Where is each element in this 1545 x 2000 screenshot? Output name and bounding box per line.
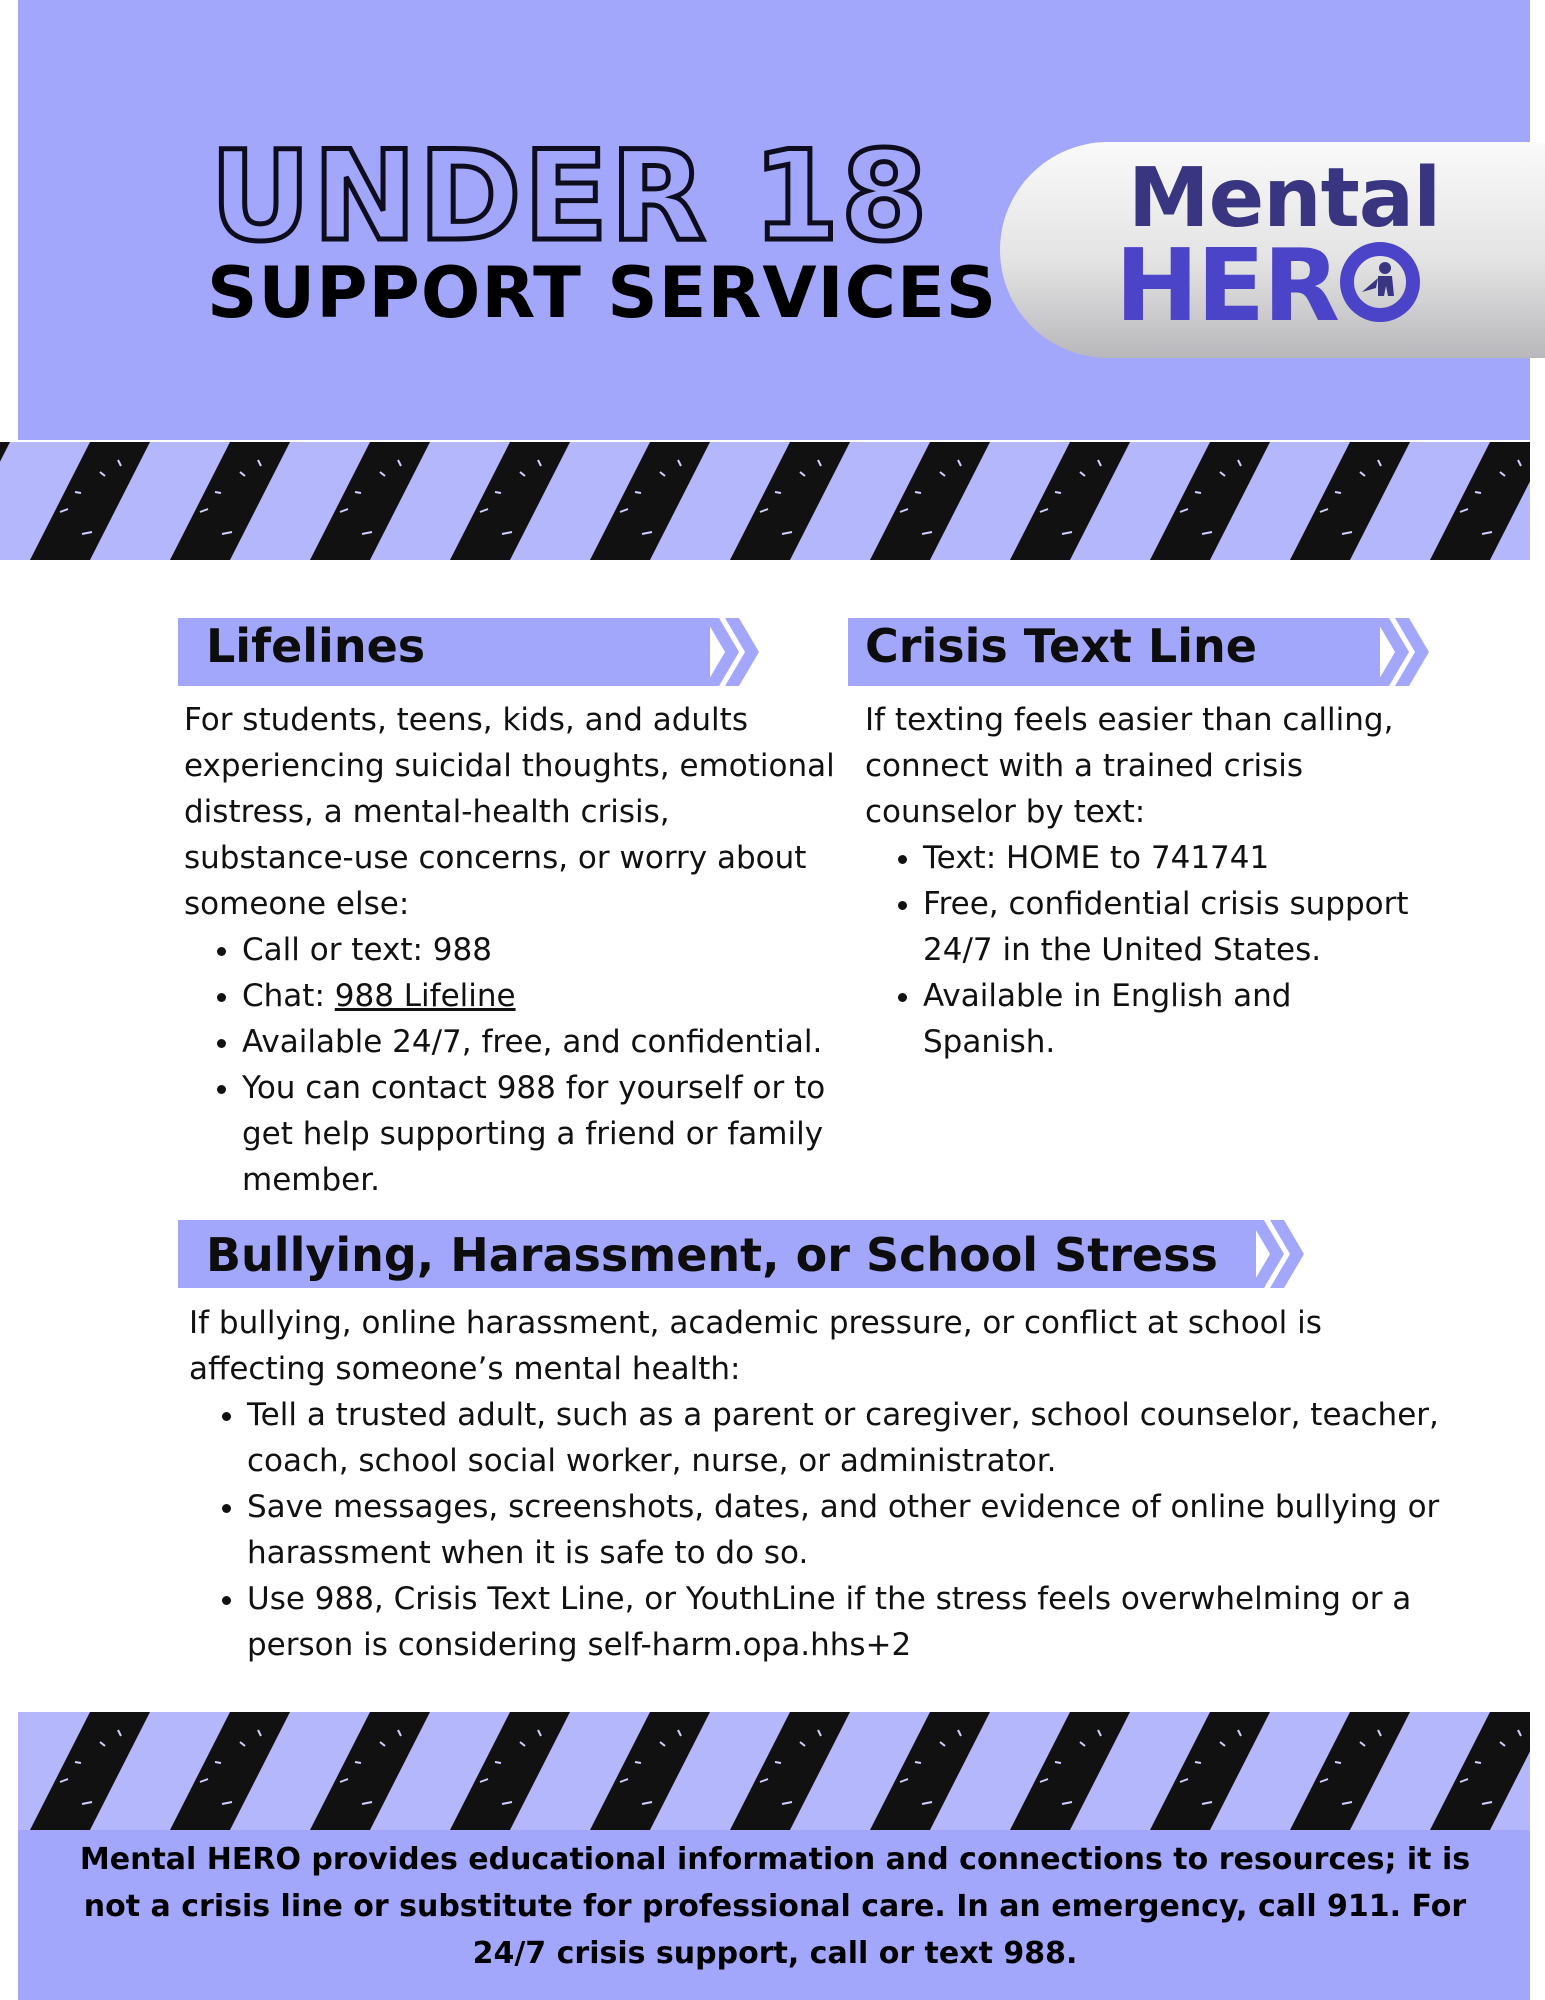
lifelines-list (184, 927, 849, 1203)
chevron-right-icon (1375, 612, 1430, 692)
988-lifeline-link[interactable]: 988 Lifeline (334, 978, 516, 1014)
logo-word-mental: Mental (1128, 151, 1441, 246)
list-item: • Tell a trusted adult, such as a parent or caregiver, school counselor, teacher, coach, school social worker, nurse, or administrator. (247, 1392, 1459, 1484)
list-item: • Use 988, Crisis Text Line, or YouthLine if the stress feels overwhelming or a person is considering self-harm.opa.hhs+2 (247, 1576, 1459, 1668)
chat-label: Chat: (242, 978, 335, 1014)
crisis-text-title: Crisis Text Line (865, 619, 1257, 673)
chevron-right-icon (705, 612, 760, 692)
list-item: • Free, confidential crisis support 24/7 in the United States. (923, 881, 1425, 973)
bullying-list (189, 1392, 1459, 1668)
footer-disclaimer: Mental HERO provides educational information and connections to resources; it is not a crisis line or substitute for professional care. In an emergency, call 911. For 24/7 crisis support, call or text 988. (79, 1842, 1471, 1971)
logo-word-hero: HER (1115, 236, 1422, 336)
crisis-text-intro: If texting feels easier than calling, connect with a trained crisis counselor by text: (865, 702, 1394, 830)
lifelines-intro: For students, teens, kids, and adults experiencing suicidal thoughts, emotional distress, a mental-health crisis, substance-use concerns, or worry about someone else: (184, 702, 835, 922)
list-item: • Available 24/7, free, and confidential. (242, 1019, 849, 1065)
chevron-right-icon (1250, 1214, 1305, 1294)
crisis-text-list (865, 835, 1425, 1065)
lifelines-title: Lifelines (206, 619, 426, 673)
crisis-text-body (865, 697, 1425, 1065)
list-item: • You can contact 988 for yourself or to get help supporting a friend or family member. (242, 1065, 849, 1203)
bullying-body (189, 1300, 1459, 1668)
list-item: • Available in English and Spanish. (923, 973, 1425, 1065)
list-item: • Save messages, screenshots, dates, and other evidence of online bullying or harassment when it is safe to do so. (247, 1484, 1459, 1576)
hazard-stripe-bottom (0, 1712, 1545, 1830)
page-title: UNDER 18 (210, 125, 930, 269)
hazard-stripe-top (0, 442, 1545, 560)
list-item: • Call or text: 988 (242, 927, 849, 973)
page-subtitle: SUPPORT SERVICES (207, 252, 998, 334)
hero-head-icon (1338, 240, 1422, 324)
list-item: • Text: HOME to 741741 (923, 835, 1425, 881)
list-item (242, 973, 849, 1019)
bullying-title: Bullying, Harassment, or School Stress (206, 1228, 1218, 1282)
bullying-intro: If bullying, online harassment, academic pressure, or conflict at school is affecting someone’s mental health: (189, 1305, 1322, 1387)
lifelines-body (184, 697, 849, 1203)
